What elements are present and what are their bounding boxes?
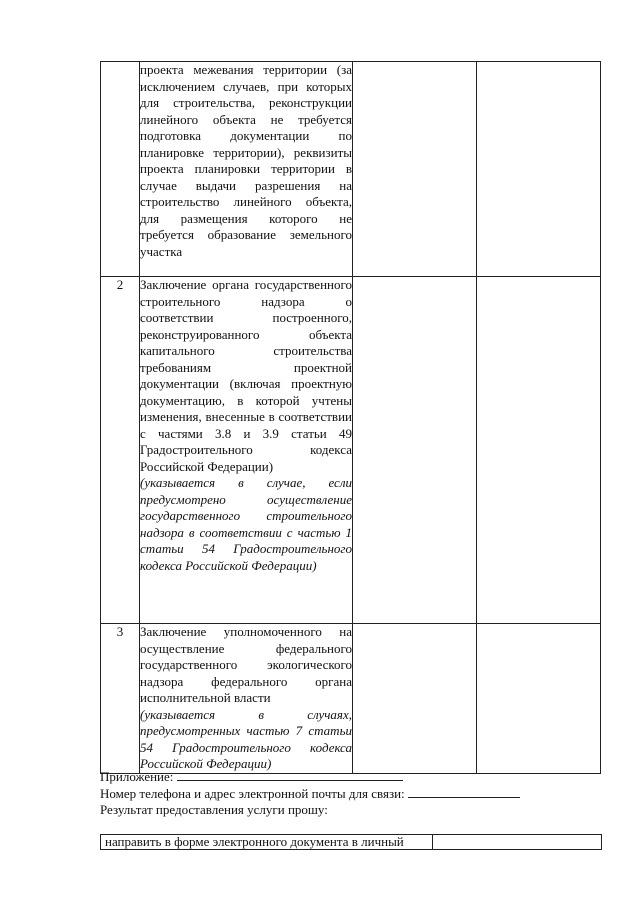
row-note: (указывается в случаях, предусмотренных частью 7 статьи 54 Градостроительного кодекса Российской Федерации): [140, 706, 352, 771]
row-number: 2: [101, 277, 140, 624]
row-number: 3: [101, 624, 140, 774]
row-number: [101, 62, 140, 277]
contact-label: Номер телефона и адрес электронной почты для связи:: [100, 786, 405, 801]
row-description: [140, 277, 353, 624]
row-cell-details[interactable]: [353, 624, 477, 774]
row-cell-details[interactable]: [353, 62, 477, 277]
row-description: [140, 62, 353, 277]
table-row: [101, 277, 601, 624]
attachment-field[interactable]: [177, 768, 403, 781]
option-label: направить в форме электронного документа в личный: [101, 835, 433, 850]
contact-line: [100, 785, 520, 802]
row-note: (указывается в случае, если предусмотрено осуществление государственного строительного надзора в соответствии с частью 1 статьи 54 Градостроительного кодекса Российской Федерации): [140, 475, 352, 573]
row-text: Заключение уполномоченного на осуществление федерального государственного экологического надзора федерального органа исполнительной власти: [140, 624, 352, 705]
row-description: [140, 624, 353, 774]
row-text: Заключение органа государственного строительного надзора о соответствии построенного, реконструированного объекта капитального строительства требованиям проектной документации (включая проектную документацию, в которой учтены изменения, внесенные в соответствии с частями 3.8 и 3.9 статьи 49 Градостроительного кодекса Российской Федерации): [140, 277, 352, 474]
table-row: [101, 835, 602, 850]
contact-field[interactable]: [408, 785, 520, 798]
result-label: Результат предоставления услуги прошу:: [100, 802, 328, 817]
attachment-label: Приложение:: [100, 769, 174, 784]
row-cell-details[interactable]: [353, 277, 477, 624]
documents-table: [100, 61, 601, 774]
attachment-line: [100, 768, 403, 785]
row-cell-extra[interactable]: [477, 277, 601, 624]
row-cell-extra[interactable]: [477, 62, 601, 277]
table-row: [101, 62, 601, 277]
row-cell-extra[interactable]: [477, 624, 601, 774]
option-checkbox-cell[interactable]: [433, 835, 602, 850]
table-row: [101, 624, 601, 774]
result-line: [100, 802, 328, 818]
result-options-table: [100, 834, 602, 850]
row-text: проекта межевания территории (за исключением случаев, при которых для строительства, реконструкции линейного объекта не требуется подготовка документации по планировке территории), реквизиты проекта планировки территории в случае выдачи разрешения на строительство линейного объекта, для размещения которого не требуется образование земельного участка: [140, 62, 352, 259]
